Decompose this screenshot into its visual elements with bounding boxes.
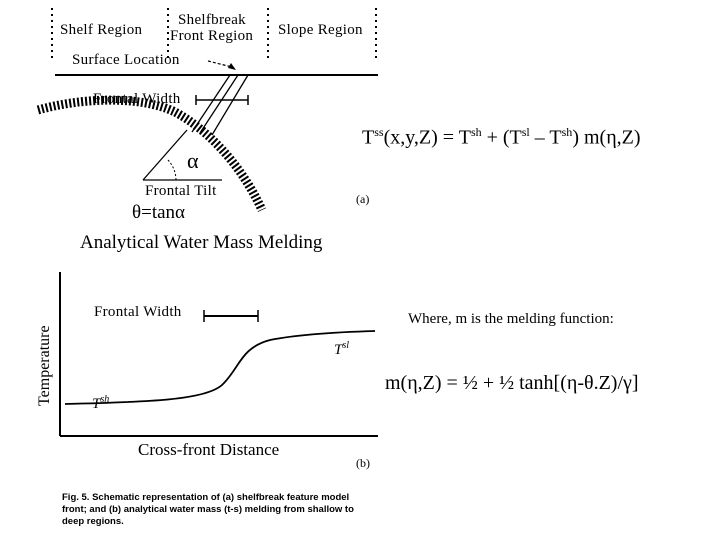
where-text: Where, m is the melding function: — [408, 311, 614, 327]
tilt-angle-arc — [168, 160, 176, 180]
main-equation: $T^{ss}(x,y,Z) = T^{sh} + (T^{sl} - T^{sh})$ m(η,Z) — [362, 125, 641, 149]
front-line-3 — [192, 75, 230, 132]
frontal-tilt-label: Frontal Tilt — [145, 183, 217, 199]
panel-a-tag: (a) — [356, 192, 370, 206]
region-label-front: Front Region — [170, 28, 254, 44]
surface-location-arrow — [208, 61, 232, 67]
tilt-side — [143, 130, 187, 180]
melding-curve — [65, 331, 375, 404]
t-sh-label: $T^{sh}$ — [92, 394, 110, 412]
panel-b-tag: (b) — [356, 456, 370, 470]
panel-a-title: Analytical Water Mass Melding — [80, 232, 323, 253]
surface-location-arrowhead — [228, 63, 236, 70]
frontal-width-label-a: Frontal Width — [93, 91, 181, 107]
temperature-axis-label: Temperature — [36, 325, 53, 406]
t-sl-label: $T^{sl}$ — [334, 340, 350, 358]
distance-axis-label: Cross-front Distance — [138, 440, 280, 459]
alpha-symbol: α — [187, 148, 199, 173]
region-label-slope: Slope Region — [278, 22, 363, 38]
front-line-2 — [212, 75, 248, 135]
melding-equation: m(η,Z) = ½ + ½ tanh[(η-θ.Z)/γ] — [385, 372, 639, 394]
theta-equation: θ=tanα — [132, 202, 185, 223]
region-label-shelf: Shelf Region — [60, 22, 143, 38]
figure-caption: Fig. 5. Schematic representation of (a) shelfbreak feature model front; and (b) analytical water mass (t-s) melding from shallow to deep regions. — [62, 492, 354, 527]
frontal-width-label-b: Frontal Width — [94, 304, 182, 320]
surface-location-label: Surface Location — [72, 52, 180, 68]
region-label-shelfbreak: Shelfbreak — [178, 12, 246, 28]
